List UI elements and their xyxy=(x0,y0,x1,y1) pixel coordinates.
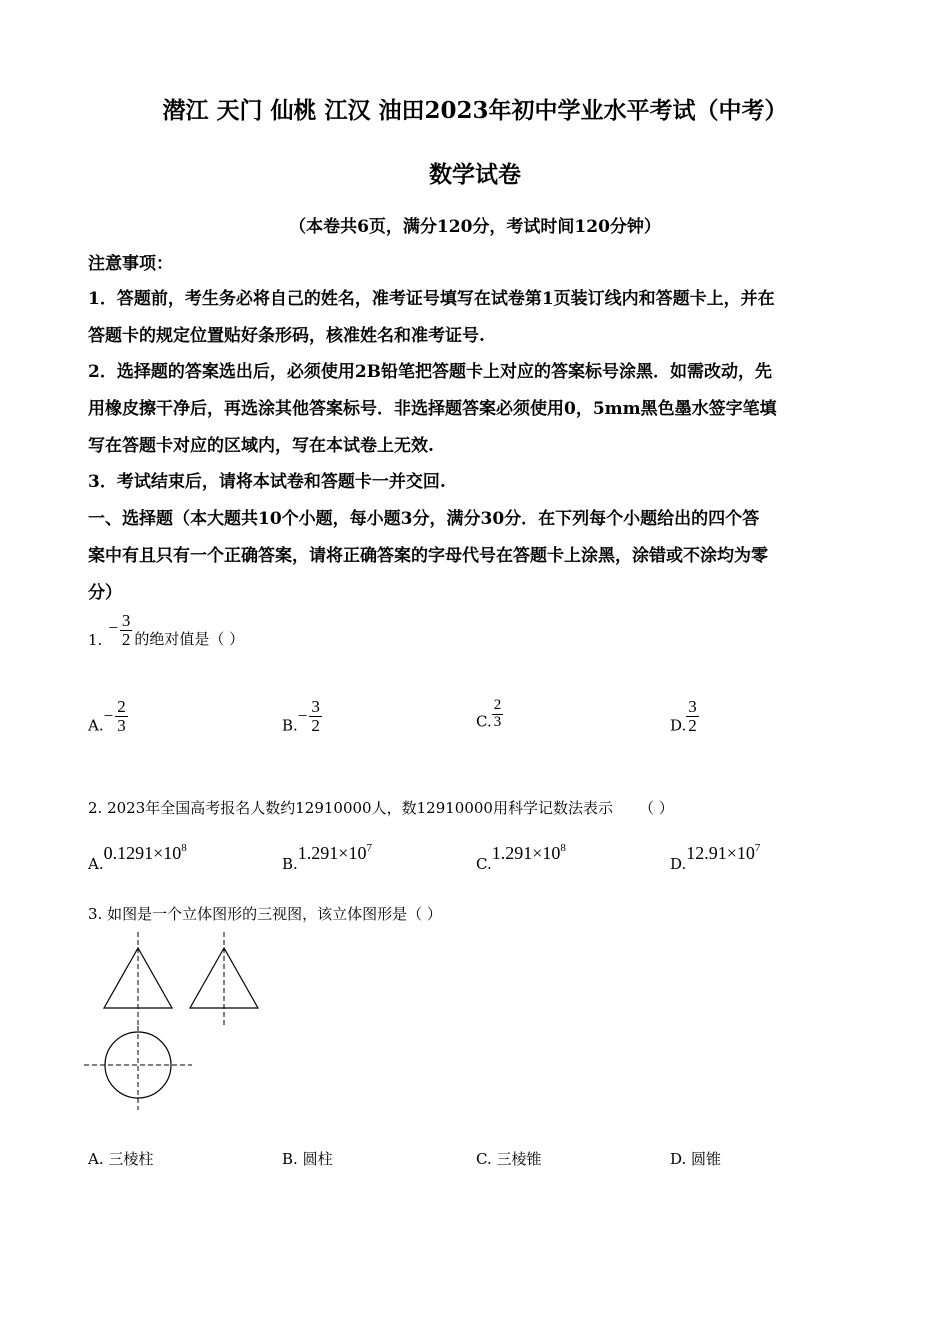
numerator: 3 xyxy=(121,611,131,630)
neg-sign: − xyxy=(108,618,118,637)
option-text: 三棱柱 xyxy=(108,1150,154,1168)
question-3: 3. 如图是一个立体图形的三视图，该立体图形是（ ） xyxy=(88,905,442,923)
question-1 xyxy=(88,612,244,649)
option-label: C. xyxy=(476,712,492,731)
option-text: 圆锥 xyxy=(691,1150,722,1168)
exam-info: （本卷共6页，满分120分，考试时间120分钟） xyxy=(289,217,661,237)
option-text: 圆柱 xyxy=(302,1150,333,1168)
fraction xyxy=(309,698,322,735)
numerator: 2 xyxy=(493,697,502,713)
option-label: B. xyxy=(282,716,298,735)
question-number: 1. xyxy=(88,630,103,649)
q3-option-a[interactable] xyxy=(88,1148,153,1169)
section-heading: 案中有且只有一个正确答案，请将正确答案的字母代号在答题卡上涂黑，涂错或不涂均为零 xyxy=(88,546,768,566)
fraction xyxy=(120,612,133,649)
question-text: 2. 2023年全国高考报名人数约12910000人，数12910000用科学记数法表示 xyxy=(88,799,613,817)
q2-option-c[interactable] xyxy=(476,842,566,873)
numerator: 2 xyxy=(117,697,126,716)
q1-option-b[interactable] xyxy=(282,698,322,735)
sci-base: 1.291×10 xyxy=(491,843,561,863)
numerator: 3 xyxy=(688,697,697,716)
question-2 xyxy=(88,797,674,818)
q1-option-d[interactable] xyxy=(670,698,699,735)
denominator: 3 xyxy=(117,715,126,735)
notice-line: 2．选择题的答案选出后，必须使用2B铅笔把答题卡上对应的答案标号涂黑．如需改动，先 xyxy=(88,362,773,382)
q3-option-b[interactable] xyxy=(282,1148,333,1169)
sci-exponent: 7 xyxy=(366,842,372,854)
fraction xyxy=(115,698,128,735)
option-label: C. xyxy=(476,1150,492,1168)
denominator: 2 xyxy=(688,715,697,735)
q2-option-d[interactable] xyxy=(670,842,760,873)
option-label: D. xyxy=(670,855,687,873)
q1-option-c[interactable] xyxy=(476,698,503,731)
option-label: D. xyxy=(670,716,687,735)
sci-exponent: 8 xyxy=(560,842,566,854)
q2-option-b[interactable] xyxy=(282,842,372,873)
exam-title: 潜江 天门 仙桃 江汉 油田2023年初中学业水平考试（中考） xyxy=(162,97,788,124)
neg-sign: − xyxy=(103,706,114,726)
option-label: A. xyxy=(88,1150,104,1168)
q3-option-c[interactable] xyxy=(476,1148,542,1169)
sci-base: 1.291×10 xyxy=(297,843,367,863)
section-heading: 一、选择题（本大题共10个小题，每小题3分，满分30分．在下列每个小题给出的四个答 xyxy=(88,509,760,529)
sci-exponent: 8 xyxy=(181,842,187,854)
neg-sign: − xyxy=(297,706,308,726)
option-label: D. xyxy=(670,1150,687,1168)
sci-exponent: 7 xyxy=(754,842,761,854)
option-label: A. xyxy=(88,716,104,735)
notice-line: 写在答题卡对应的区域内，写在本试卷上无效. xyxy=(88,436,434,456)
option-label: A. xyxy=(88,855,104,873)
sci-number xyxy=(104,843,187,863)
answer-paren: （ ） xyxy=(638,799,674,817)
denominator: 2 xyxy=(121,629,131,649)
notice-line: 3．考试结束后，请将本试卷和答题卡一并交回. xyxy=(88,472,446,492)
fraction xyxy=(686,698,699,735)
option-label: C. xyxy=(476,855,492,873)
sci-number xyxy=(492,843,566,863)
q2-option-a[interactable] xyxy=(88,842,187,873)
question-text: 的绝对值是（ ） xyxy=(134,629,245,648)
top-view xyxy=(84,1026,192,1110)
side-view xyxy=(190,932,258,1028)
sci-base: 0.1291×10 xyxy=(103,843,182,863)
option-label: B. xyxy=(282,855,298,873)
q1-option-a[interactable] xyxy=(88,698,128,735)
exam-subtitle: 数学试卷 xyxy=(429,161,521,188)
option-text: 三棱锥 xyxy=(496,1150,542,1168)
front-view xyxy=(104,932,172,1028)
notice-line: 1．答题前，考生务必将自己的姓名，准考证号填写在试卷第1页装订线内和答题卡上，并在 xyxy=(88,289,775,309)
option-label: B. xyxy=(282,1150,298,1168)
fraction xyxy=(492,698,504,731)
sci-base: 12.91×10 xyxy=(686,843,755,863)
denominator: 3 xyxy=(493,713,502,730)
notice-line: 答题卡的规定位置贴好条形码，核准姓名和准考证号. xyxy=(88,326,485,346)
notice-line: 用橡皮擦干净后，再选涂其他答案标号．非选择题答案必须使用0，5mm黑色墨水签字笔填 xyxy=(88,399,777,419)
sci-number xyxy=(686,843,760,863)
q3-option-d[interactable] xyxy=(670,1148,721,1169)
numerator: 3 xyxy=(311,697,320,716)
sci-number xyxy=(298,843,372,863)
three-view-figure xyxy=(80,930,280,1115)
notice-heading: 注意事项： xyxy=(88,254,173,274)
denominator: 2 xyxy=(311,715,320,735)
section-heading: 分） xyxy=(88,583,122,603)
